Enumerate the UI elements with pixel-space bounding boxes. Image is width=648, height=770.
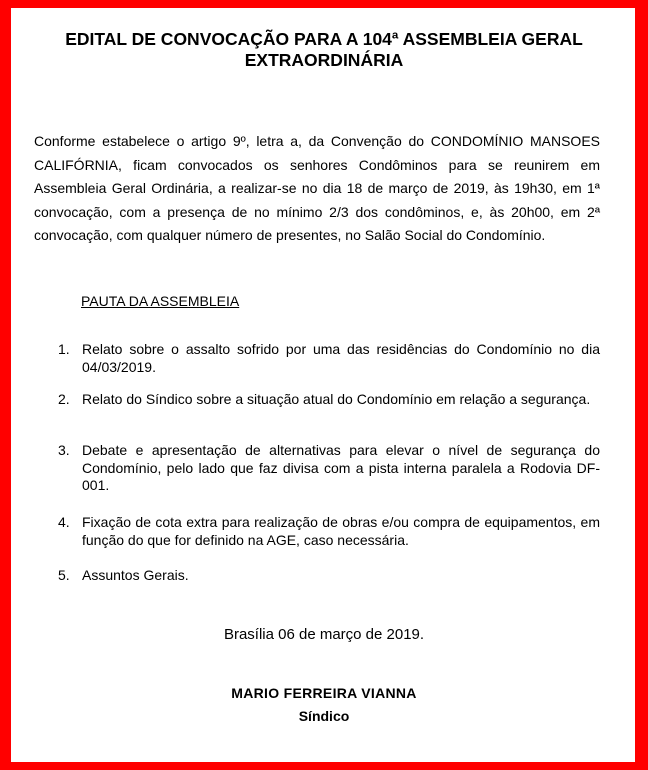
agenda-item-number: 2. bbox=[58, 391, 70, 407]
signatory-name: MARIO FERREIRA VIANNA bbox=[231, 685, 417, 701]
intro-paragraph: Conforme estabelece o artigo 9º, letra a, da Convenção do CONDOMÍNIO MANSOES CALIFÓRNIA, ficam convocados os senhores Condôminos para se reunirem em Assembleia Geral Ordinária, a realizar-se no dia 18 de março de 2019, às 19h30, em 1ª convocação, com a presença de no mínimo 2/3 dos condôminos, e, às 20h00, em 2ª convocação, com qualquer número de presentes, no Salão Social do Condomínio. bbox=[34, 133, 600, 243]
agenda-item-text: Debate e apresentação de alternativas para elevar o nível de segurança do Condomínio, pelo lado que faz divisa com a pista interna paralela a Rodovia DF-001. bbox=[82, 442, 600, 493]
agenda-item-number: 3. bbox=[58, 442, 70, 458]
agenda-item-text: Assuntos Gerais. bbox=[82, 567, 189, 583]
agenda-heading: PAUTA DA ASSEMBLEIA bbox=[81, 293, 240, 309]
place-date: Brasília 06 de março de 2019. bbox=[223, 626, 425, 643]
signatory-role: Síndico bbox=[298, 708, 350, 724]
agenda-item-text: Relato do Síndico sobre a situação atual do Condomínio em relação a segurança. bbox=[82, 391, 591, 407]
agenda-item-number: 5. bbox=[58, 567, 70, 583]
title-line-1: EDITAL DE CONVOCAÇÃO PARA A 104ª ASSEMBLEIA GERAL bbox=[65, 29, 583, 49]
agenda-item-text: Relato sobre o assalto sofrido por uma das residências do Condomínio no dia 04/03/2019. bbox=[82, 341, 600, 375]
title-line-2: EXTRAORDINÁRIA bbox=[244, 50, 404, 70]
agenda-item-number: 1. bbox=[58, 341, 70, 357]
agenda-item-number: 4. bbox=[58, 514, 70, 530]
agenda-item-text: Fixação de cota extra para realização de obras e/ou compra de equipamentos, em função do que for definido na AGE, caso necessária. bbox=[82, 514, 600, 548]
document-title bbox=[24, 29, 624, 71]
